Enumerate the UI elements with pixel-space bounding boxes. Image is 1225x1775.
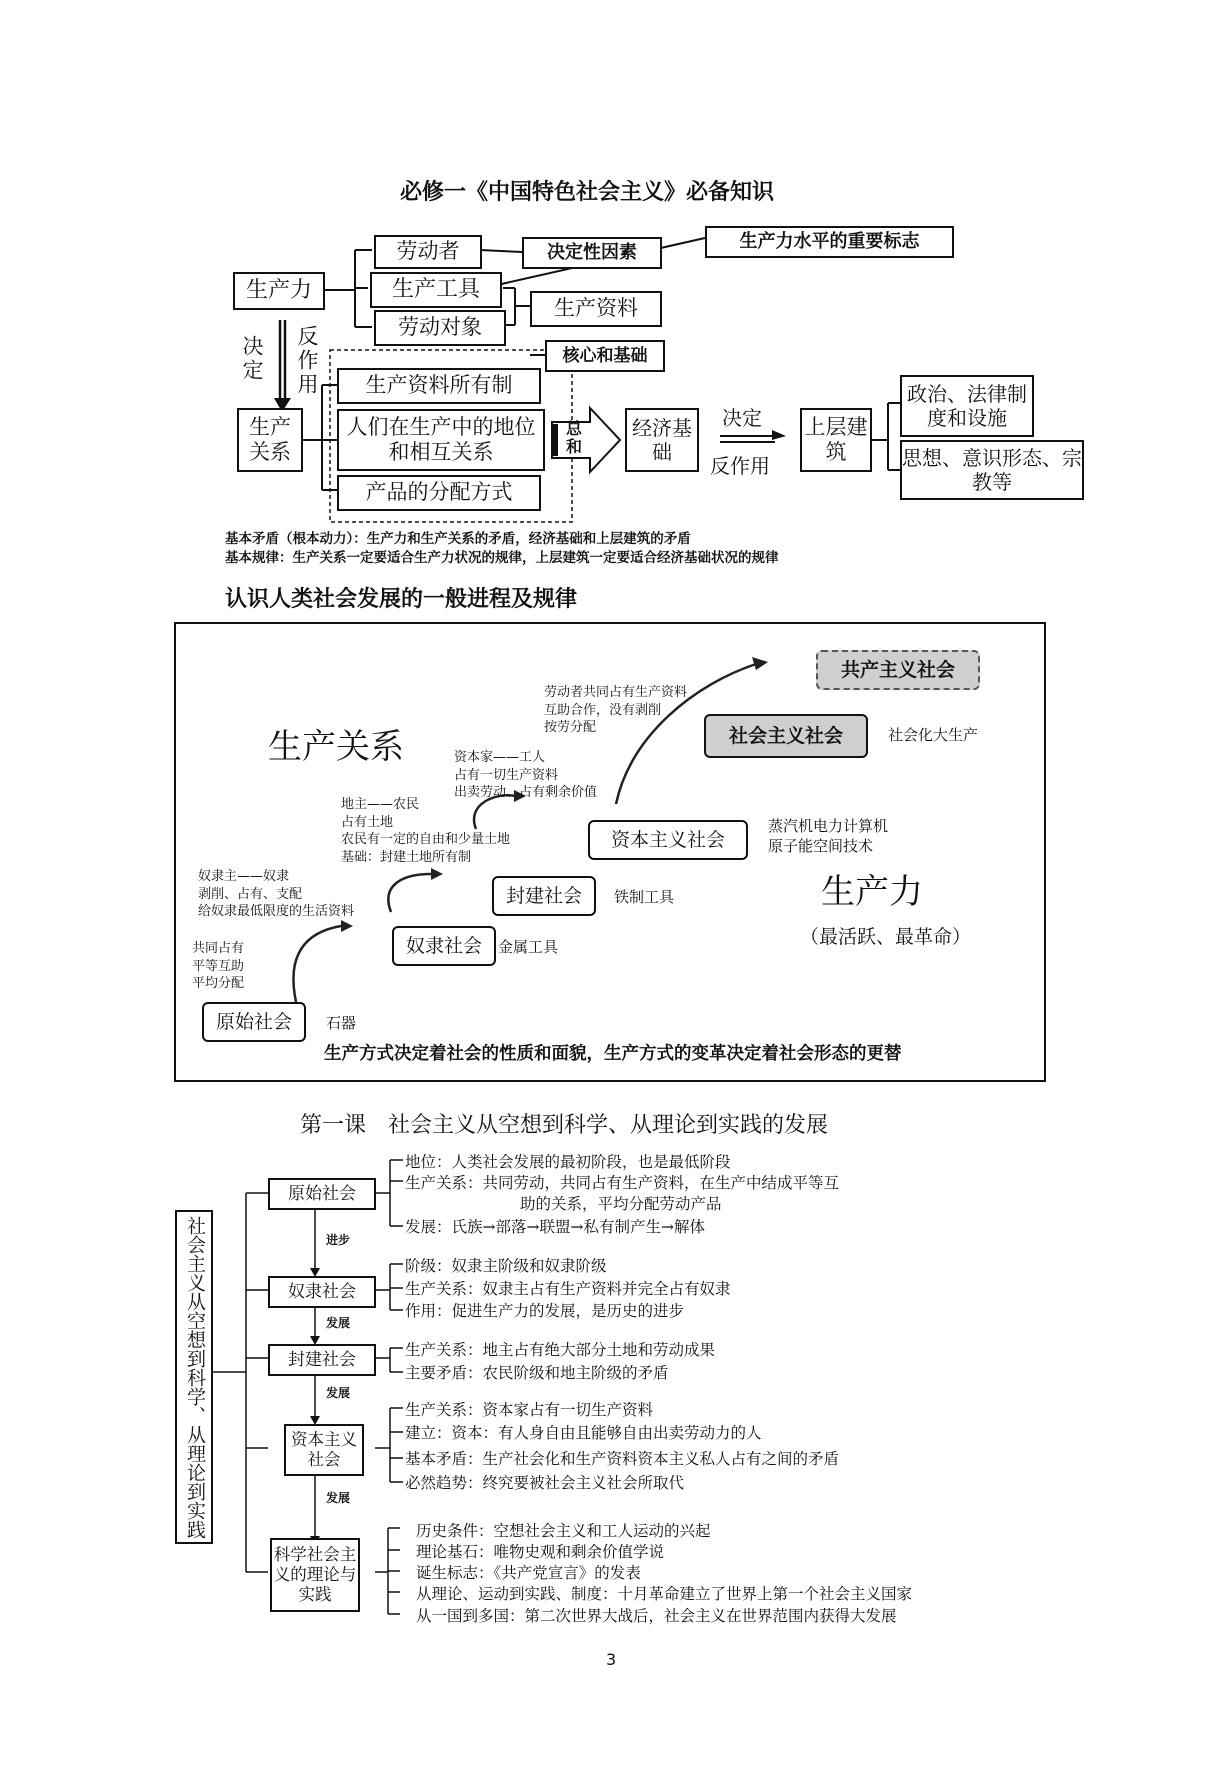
node-capitalist: 资本主义社会 <box>284 1424 364 1476</box>
relations-big-label: 生产关系 <box>268 727 404 767</box>
capitalist-tool: 蒸汽机电力计算机 <box>768 817 889 835</box>
conclusion-text: 生产方式决定着社会的性质和面貌，生产方式的变革决定着社会形态的更替 <box>324 1044 902 1064</box>
step-label: 发展 <box>326 1491 351 1505</box>
react-label: 反作用 <box>295 325 319 397</box>
primitive-note: 平均分配 <box>192 976 245 992</box>
socialist-note: 互助合作，没有剥削 <box>544 702 662 718</box>
step-label: 发展 <box>326 1386 351 1400</box>
primitive-note: 共同占有 <box>192 941 245 956</box>
objects-box: 劳动对象 <box>374 310 506 346</box>
node-item: 生产关系：奴隶主占有生产资料并完全占有奴隶 <box>405 1280 731 1298</box>
node-item: 地位：人类社会发展的最初阶段，也是最低阶段 <box>405 1153 731 1171</box>
node-item: 建立：资本：有人身自由且能够自由出卖劳动力的人 <box>405 1424 762 1442</box>
root-box: 社会主义从空想到科学、从理论到实践 <box>175 1210 213 1544</box>
node-item: 从理论、运动到实践、制度：十月革命建立了世界上第一个社会主义国家 <box>416 1585 913 1603</box>
ownership-box: 生产资料所有制 <box>337 368 541 404</box>
distribution-box: 产品的分配方式 <box>337 475 541 511</box>
feudal-note: 农民有一定的自由和少量土地 <box>341 832 511 848</box>
ideology-box: 思想、意识形态、宗教等 <box>900 440 1084 500</box>
relations-box: 生产关系 <box>237 408 303 472</box>
section3-heading: 第一课 社会主义从空想到科学、从理论到实践的发展 <box>300 1113 829 1138</box>
political-box: 政治、法律制度和设施 <box>900 375 1034 437</box>
productive-forces-box: 生产力 <box>233 272 325 310</box>
node-item: 生产关系：地主占有绝大部分土地和劳动成果 <box>405 1341 716 1359</box>
decide-label: 决定 <box>240 335 264 383</box>
core-box: 核心和基础 <box>545 340 665 372</box>
economic-base-box: 经济基础 <box>625 408 699 472</box>
node-item: 从一国到多国：第二次世界大战后，社会主义在世界范围内获得大发展 <box>416 1607 897 1625</box>
node-item: 历史条件：空想社会主义和工人运动的兴起 <box>416 1522 711 1540</box>
react-h-label: 反作用 <box>710 454 770 478</box>
capitalist-note: 资本家——工人 <box>454 750 546 765</box>
capitalist-note: 占有一切生产资料 <box>454 767 559 783</box>
socialist-note: 按劳分配 <box>544 720 597 736</box>
means-box: 生产资料 <box>530 291 662 327</box>
capitalist-note: 出卖劳动、占有剩余价值 <box>454 785 598 801</box>
page-title: 必修一《中国特色社会主义》必备知识 <box>400 180 775 205</box>
slave-note: 剥削、占有、支配 <box>198 886 303 902</box>
primitive-box: 原始社会 <box>202 1002 306 1042</box>
node-item: 必然趋势：终究要被社会主义社会所取代 <box>405 1474 685 1492</box>
section2-heading: 认识人类社会发展的一般进程及规律 <box>225 587 578 612</box>
primitive-note: 平等互助 <box>192 958 245 974</box>
socialist-tool: 社会化大生产 <box>888 726 979 744</box>
feudal-note: 基础：封建土地所有制 <box>341 849 472 865</box>
node-item: 阶级：奴隶主阶级和奴隶阶级 <box>405 1257 607 1275</box>
feudal-tool: 铁制工具 <box>614 888 675 906</box>
slave-note: 给奴隶最低限度的生活资料 <box>198 904 355 920</box>
forces-note: （最活跃、最革命） <box>800 926 972 948</box>
communist-box: 共产主义社会 <box>816 650 980 690</box>
node-slave: 奴隶社会 <box>268 1276 376 1308</box>
decide-h-label: 决定 <box>722 406 762 430</box>
node-scientific-socialism: 科学社会主义的理论与实践 <box>270 1538 360 1612</box>
slave-box: 奴隶社会 <box>392 926 496 966</box>
sum-label: 总和 <box>566 419 583 456</box>
node-item: 基本矛盾：生产社会化和生产资料资本主义私人占有之间的矛盾 <box>405 1450 840 1468</box>
step-label: 进步 <box>326 1233 351 1247</box>
decisive-box: 决定性因素 <box>522 237 662 269</box>
capitalist-tool: 原子能空间技术 <box>768 837 874 856</box>
tools-box: 生产工具 <box>370 272 502 308</box>
laborer-box: 劳动者 <box>374 235 482 269</box>
page-number: 3 <box>606 1650 617 1669</box>
node-item: 诞生标志：《共产党宣言》的发表 <box>416 1564 641 1582</box>
node-item: 作用：促进生产力的发展，是历史的进步 <box>405 1302 685 1320</box>
sign-box: 生产力水平的重要标志 <box>705 226 954 258</box>
node-item: 生产关系：共同劳动，共同占有生产资料，在生产中结成平等互 <box>405 1174 840 1192</box>
node-item: 理论基石：唯物史观和剩余价值学说 <box>416 1543 665 1561</box>
feudal-note: 占有土地 <box>341 814 394 830</box>
node-item: 生产关系：资本家占有一切生产资料 <box>405 1401 654 1419</box>
forces-big-label: 生产力 <box>821 872 923 912</box>
superstructure-box: 上层建筑 <box>800 408 872 472</box>
node-item: 助的关系，平均分配劳动产品 <box>520 1195 722 1213</box>
socialist-box: 社会主义社会 <box>704 714 868 758</box>
feudal-note: 地主——农民 <box>341 797 420 812</box>
basic-law: 基本规律：生产关系一定要适合生产力状况的规律，上层建筑一定要适合经济基础状况的规律 <box>225 550 779 566</box>
feudal-box: 封建社会 <box>492 876 596 916</box>
slave-note: 奴隶主——奴隶 <box>198 869 290 884</box>
node-item: 主要矛盾：农民阶级和地主阶级的矛盾 <box>405 1364 669 1382</box>
socialist-note: 劳动者共同占有生产资料 <box>544 685 688 700</box>
capitalist-box: 资本主义社会 <box>588 820 748 860</box>
node-feudal: 封建社会 <box>268 1344 376 1376</box>
slave-tool: 金属工具 <box>498 938 559 956</box>
step-label: 发展 <box>326 1316 351 1330</box>
node-primitive: 原始社会 <box>268 1178 376 1210</box>
node-item: 发展：氏族→部落→联盟→私有制产生→解体 <box>405 1218 705 1236</box>
primitive-tool: 石器 <box>326 1014 357 1032</box>
status-box: 人们在生产中的地位和相互关系 <box>337 409 545 471</box>
basic-contradiction: 基本矛盾（根本动力）：生产力和生产关系的矛盾，经济基础和上层建筑的矛盾 <box>225 531 691 547</box>
